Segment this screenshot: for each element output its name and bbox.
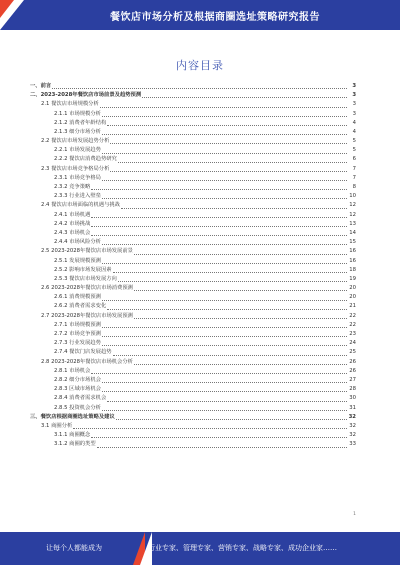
toc-entry-title: 一、前言 <box>30 82 52 89</box>
toc-entry-title: 2.8.1 市场机会 <box>54 367 91 374</box>
toc-entry[interactable] <box>30 211 356 220</box>
toc-leader-dots <box>102 180 347 181</box>
toc-leader-dots <box>102 263 347 264</box>
toc-leader-dots <box>91 217 347 218</box>
toc-entry-title: 2.4.1 市场机遇 <box>54 211 91 218</box>
toc-entry-page: 32 <box>349 432 356 439</box>
toc-leader-dots <box>113 272 347 273</box>
toc-entry-title: 2.8 2023-2028年餐饮店市场机会分析 <box>41 358 133 365</box>
toc-entry-page: 14 <box>349 229 356 236</box>
toc-entry[interactable] <box>30 339 356 348</box>
toc-entry-page: 15 <box>349 239 356 246</box>
toc-entry-page: 32 <box>348 413 356 420</box>
toc-entry-title: 2.5.3 餐饮店市场发展方向 <box>54 275 117 282</box>
toc-entry-page: 27 <box>349 376 356 383</box>
toc-entry[interactable] <box>30 165 356 174</box>
toc-entry-page: 12 <box>349 202 356 209</box>
toc-leader-dots <box>102 153 347 154</box>
toc-entry-title: 2.2 餐饮店市场发展趋势分析 <box>41 138 110 145</box>
toc-leader-dots <box>118 162 347 163</box>
toc-leader-dots <box>91 437 347 438</box>
toc-entry-page: 32 <box>349 422 356 429</box>
toc-entry-title: 2.7.4 餐饮门店发展趋势 <box>54 349 112 356</box>
footer-slogan-right: 行业专家、管理专家、营销专家、战略专家、成功企业家…… <box>148 544 337 552</box>
toc-entry-page: 22 <box>349 321 356 328</box>
toc-entry-title: 3.1.1 商圈概念 <box>54 432 91 439</box>
toc-entry-title: 2.7.1 市场规模预测 <box>54 321 101 328</box>
toc-entry[interactable] <box>30 82 356 91</box>
toc-entry[interactable] <box>30 192 356 201</box>
toc-leader-dots <box>102 327 347 328</box>
toc-entry[interactable] <box>30 257 356 266</box>
toc-entry-page: 21 <box>349 303 356 310</box>
toc-entry[interactable] <box>30 220 356 229</box>
toc-leader-dots <box>142 97 347 98</box>
toc-entry-page: 5 <box>352 138 356 145</box>
toc-leader-dots <box>110 143 347 144</box>
page-number: 1 <box>353 512 356 517</box>
toc-entry-page: 3 <box>352 82 356 89</box>
toc-leader-dots <box>102 336 347 337</box>
toc-entry[interactable] <box>30 91 356 100</box>
toc-leader-dots <box>102 198 347 199</box>
toc-entry-page: 13 <box>349 220 356 227</box>
toc-entry-page: 7 <box>352 174 356 181</box>
toc-leader-dots <box>134 364 347 365</box>
toc-leader-dots <box>91 235 347 236</box>
toc-entry-title: 2.6.1 消费规模预测 <box>54 294 101 301</box>
toc-entry[interactable] <box>30 275 356 284</box>
toc-entry-page: 26 <box>349 358 356 365</box>
toc-leader-dots <box>118 281 347 282</box>
toc-leader-dots <box>110 171 347 172</box>
toc-entry[interactable] <box>30 137 356 146</box>
toc-entry-title: 2.6.2 消费者需求变化 <box>54 303 107 310</box>
toc-entry[interactable] <box>30 266 356 275</box>
toc-entry[interactable] <box>30 119 356 128</box>
toc-entry-title: 2.3.2 竞争策略 <box>54 184 91 191</box>
toc-leader-dots <box>52 88 347 89</box>
toc-leader-dots <box>102 345 347 346</box>
toc-entry-page: 4 <box>352 128 356 135</box>
toc-entry-page: 5 <box>352 147 356 154</box>
toc-entry-title: 2.4.3 市场机会 <box>54 229 91 236</box>
toc-entry-page: 3 <box>352 101 356 108</box>
toc-leader-dots <box>102 410 347 411</box>
toc-entry[interactable] <box>30 110 356 119</box>
page-footer <box>0 532 400 565</box>
toc-entry[interactable] <box>30 128 356 137</box>
toc-entry[interactable] <box>30 413 356 422</box>
toc-entry-title: 2.7.3 行业发展趋势 <box>54 340 101 347</box>
toc-entry-title: 2.1.3 细分市场分析 <box>54 128 101 135</box>
toc-entry-title: 2.4.4 市场风险分析 <box>54 239 101 246</box>
toc-entry[interactable] <box>30 183 356 192</box>
toc-entry[interactable] <box>30 293 356 302</box>
toc-entry-title: 二、2023-2028年餐饮店市场前景及趋势预测 <box>30 92 142 99</box>
toc-leader-dots <box>102 391 347 392</box>
toc-entry[interactable] <box>30 312 356 321</box>
toc-leader-dots <box>102 300 347 301</box>
toc-entry-title: 2.6 2023-2028年餐饮店市场消费预测 <box>41 285 133 292</box>
toc-entry-title: 三、餐饮店根据商圈选址策略及建议 <box>30 413 115 420</box>
toc-entry-title: 2.1 餐饮店市场规模分析 <box>41 101 99 108</box>
toc-entry[interactable] <box>30 238 356 247</box>
toc-entry[interactable] <box>30 367 356 376</box>
toc-leader-dots <box>100 107 347 108</box>
toc-entry[interactable] <box>30 247 356 256</box>
toc-entry-title: 2.2.2 餐饮店消费趋势研究 <box>54 156 117 163</box>
toc-entry[interactable] <box>30 146 356 155</box>
toc-leader-dots <box>107 309 347 310</box>
toc-leader-dots <box>102 116 347 117</box>
toc-entry[interactable] <box>30 303 356 312</box>
toc-leader-dots <box>91 189 347 190</box>
toc-entry-page: 18 <box>349 266 356 273</box>
toc-entry[interactable] <box>30 376 356 385</box>
toc-entry-page: 6 <box>352 156 356 163</box>
toc-leader-dots <box>102 382 347 383</box>
toc-entry-title: 2.4 餐饮店市场面临的机遇与挑战 <box>41 202 120 209</box>
toc-entry[interactable] <box>30 394 356 403</box>
toc-entry-page: 8 <box>352 184 356 191</box>
toc-entry-page: 25 <box>349 349 356 356</box>
toc-entry-page: 19 <box>349 275 356 282</box>
toc-leader-dots <box>107 401 347 402</box>
toc-entry-title: 2.1.2 消费者年龄结构 <box>54 119 107 126</box>
report-title: 餐饮店市场分析及根据商圈选址策略研究报告 <box>110 12 320 23</box>
toc-leader-dots <box>97 447 347 448</box>
toc-entry-page: 31 <box>349 404 356 411</box>
toc-leader-dots <box>73 428 347 429</box>
toc-entry-page: 24 <box>349 340 356 347</box>
toc-entry-title: 2.7 2023-2028年餐饮店市场发展预测 <box>41 312 133 319</box>
toc-entry-page: 20 <box>349 285 356 292</box>
toc-heading: 内容目录 <box>176 59 224 72</box>
toc-entry-title: 2.3.3 行业进入壁垒 <box>54 193 101 200</box>
toc-entry-page: 22 <box>349 312 356 319</box>
toc-entry-title: 2.8.5 投资机会分析 <box>54 404 101 411</box>
toc-entry-page: 7 <box>352 165 356 172</box>
toc-entry-page: 30 <box>349 395 356 402</box>
toc-entry-page: 33 <box>349 441 356 448</box>
header-accent <box>0 0 14 18</box>
toc-entry[interactable] <box>30 348 356 357</box>
toc-entry[interactable] <box>30 358 356 367</box>
toc-entry-title: 2.8.4 消费者需求机会 <box>54 395 107 402</box>
toc-entry-page: 4 <box>352 119 356 126</box>
toc-leader-dots <box>91 226 347 227</box>
toc-entry[interactable] <box>30 404 356 413</box>
toc-entry[interactable] <box>30 385 356 394</box>
toc-leader-dots <box>102 134 347 135</box>
toc-entry[interactable] <box>30 422 356 431</box>
toc-entry[interactable] <box>30 174 356 183</box>
toc-leader-dots <box>134 318 347 319</box>
toc-leader-dots <box>107 125 347 126</box>
toc-leader-dots <box>91 373 347 374</box>
toc-entry[interactable] <box>30 156 356 165</box>
toc-entry-page: 16 <box>349 248 356 255</box>
footer-slogan-left: 让每个人都能成为 <box>46 544 102 552</box>
toc-leader-dots <box>134 254 347 255</box>
toc-entry-page: 16 <box>349 257 356 264</box>
toc-entry-title: 2.8.2 细分市场机会 <box>54 376 101 383</box>
toc-leader-dots <box>102 244 347 245</box>
toc-entry-title: 2.5 2023-2028年餐饮店市场发展前景 <box>41 248 133 255</box>
toc-entry[interactable] <box>30 284 356 293</box>
toc-entry-page: 26 <box>349 367 356 374</box>
toc-entry-title: 2.2.1 市场发展趋势 <box>54 147 101 154</box>
toc-leader-dots <box>113 355 347 356</box>
toc-entry-page: 23 <box>349 331 356 338</box>
toc-entry-title: 3.1 商圈分析 <box>41 422 73 429</box>
toc-entry-title: 2.5.1 发展规模预测 <box>54 257 101 264</box>
toc-entry[interactable] <box>30 201 356 210</box>
toc-entry-title: 3.1.2 商圈的类型 <box>54 441 96 448</box>
page-header <box>0 0 400 30</box>
toc-entry-page: 20 <box>349 294 356 301</box>
toc-entry-title: 2.8.3 区域市场机会 <box>54 386 101 393</box>
toc-entry-title: 2.1.1 市场规模分析 <box>54 110 101 117</box>
toc-leader-dots <box>134 290 347 291</box>
toc-leader-dots <box>116 419 347 420</box>
toc-entry-page: 12 <box>349 211 356 218</box>
toc-entry[interactable] <box>30 100 356 109</box>
toc-entry-title: 2.5.2 影响市场发展因素 <box>54 266 112 273</box>
toc-entry-title: 2.3.1 市场竞争格局 <box>54 174 101 181</box>
table-of-contents <box>30 82 356 450</box>
toc-entry-page: 3 <box>352 92 356 99</box>
toc-entry[interactable] <box>30 440 356 449</box>
toc-entry-title: 2.7.2 市场竞争预测 <box>54 331 101 338</box>
toc-entry-page: 28 <box>349 386 356 393</box>
toc-entry[interactable] <box>30 431 356 440</box>
toc-entry-page: 3 <box>352 110 356 117</box>
toc-entry[interactable] <box>30 321 356 330</box>
toc-entry[interactable] <box>30 229 356 238</box>
toc-entry-page: 10 <box>349 193 356 200</box>
toc-entry[interactable] <box>30 330 356 339</box>
toc-entry-title: 2.4.2 市场挑战 <box>54 220 91 227</box>
toc-entry-title: 2.3 餐饮店市场竞争格局分析 <box>41 165 110 172</box>
toc-leader-dots <box>121 208 347 209</box>
